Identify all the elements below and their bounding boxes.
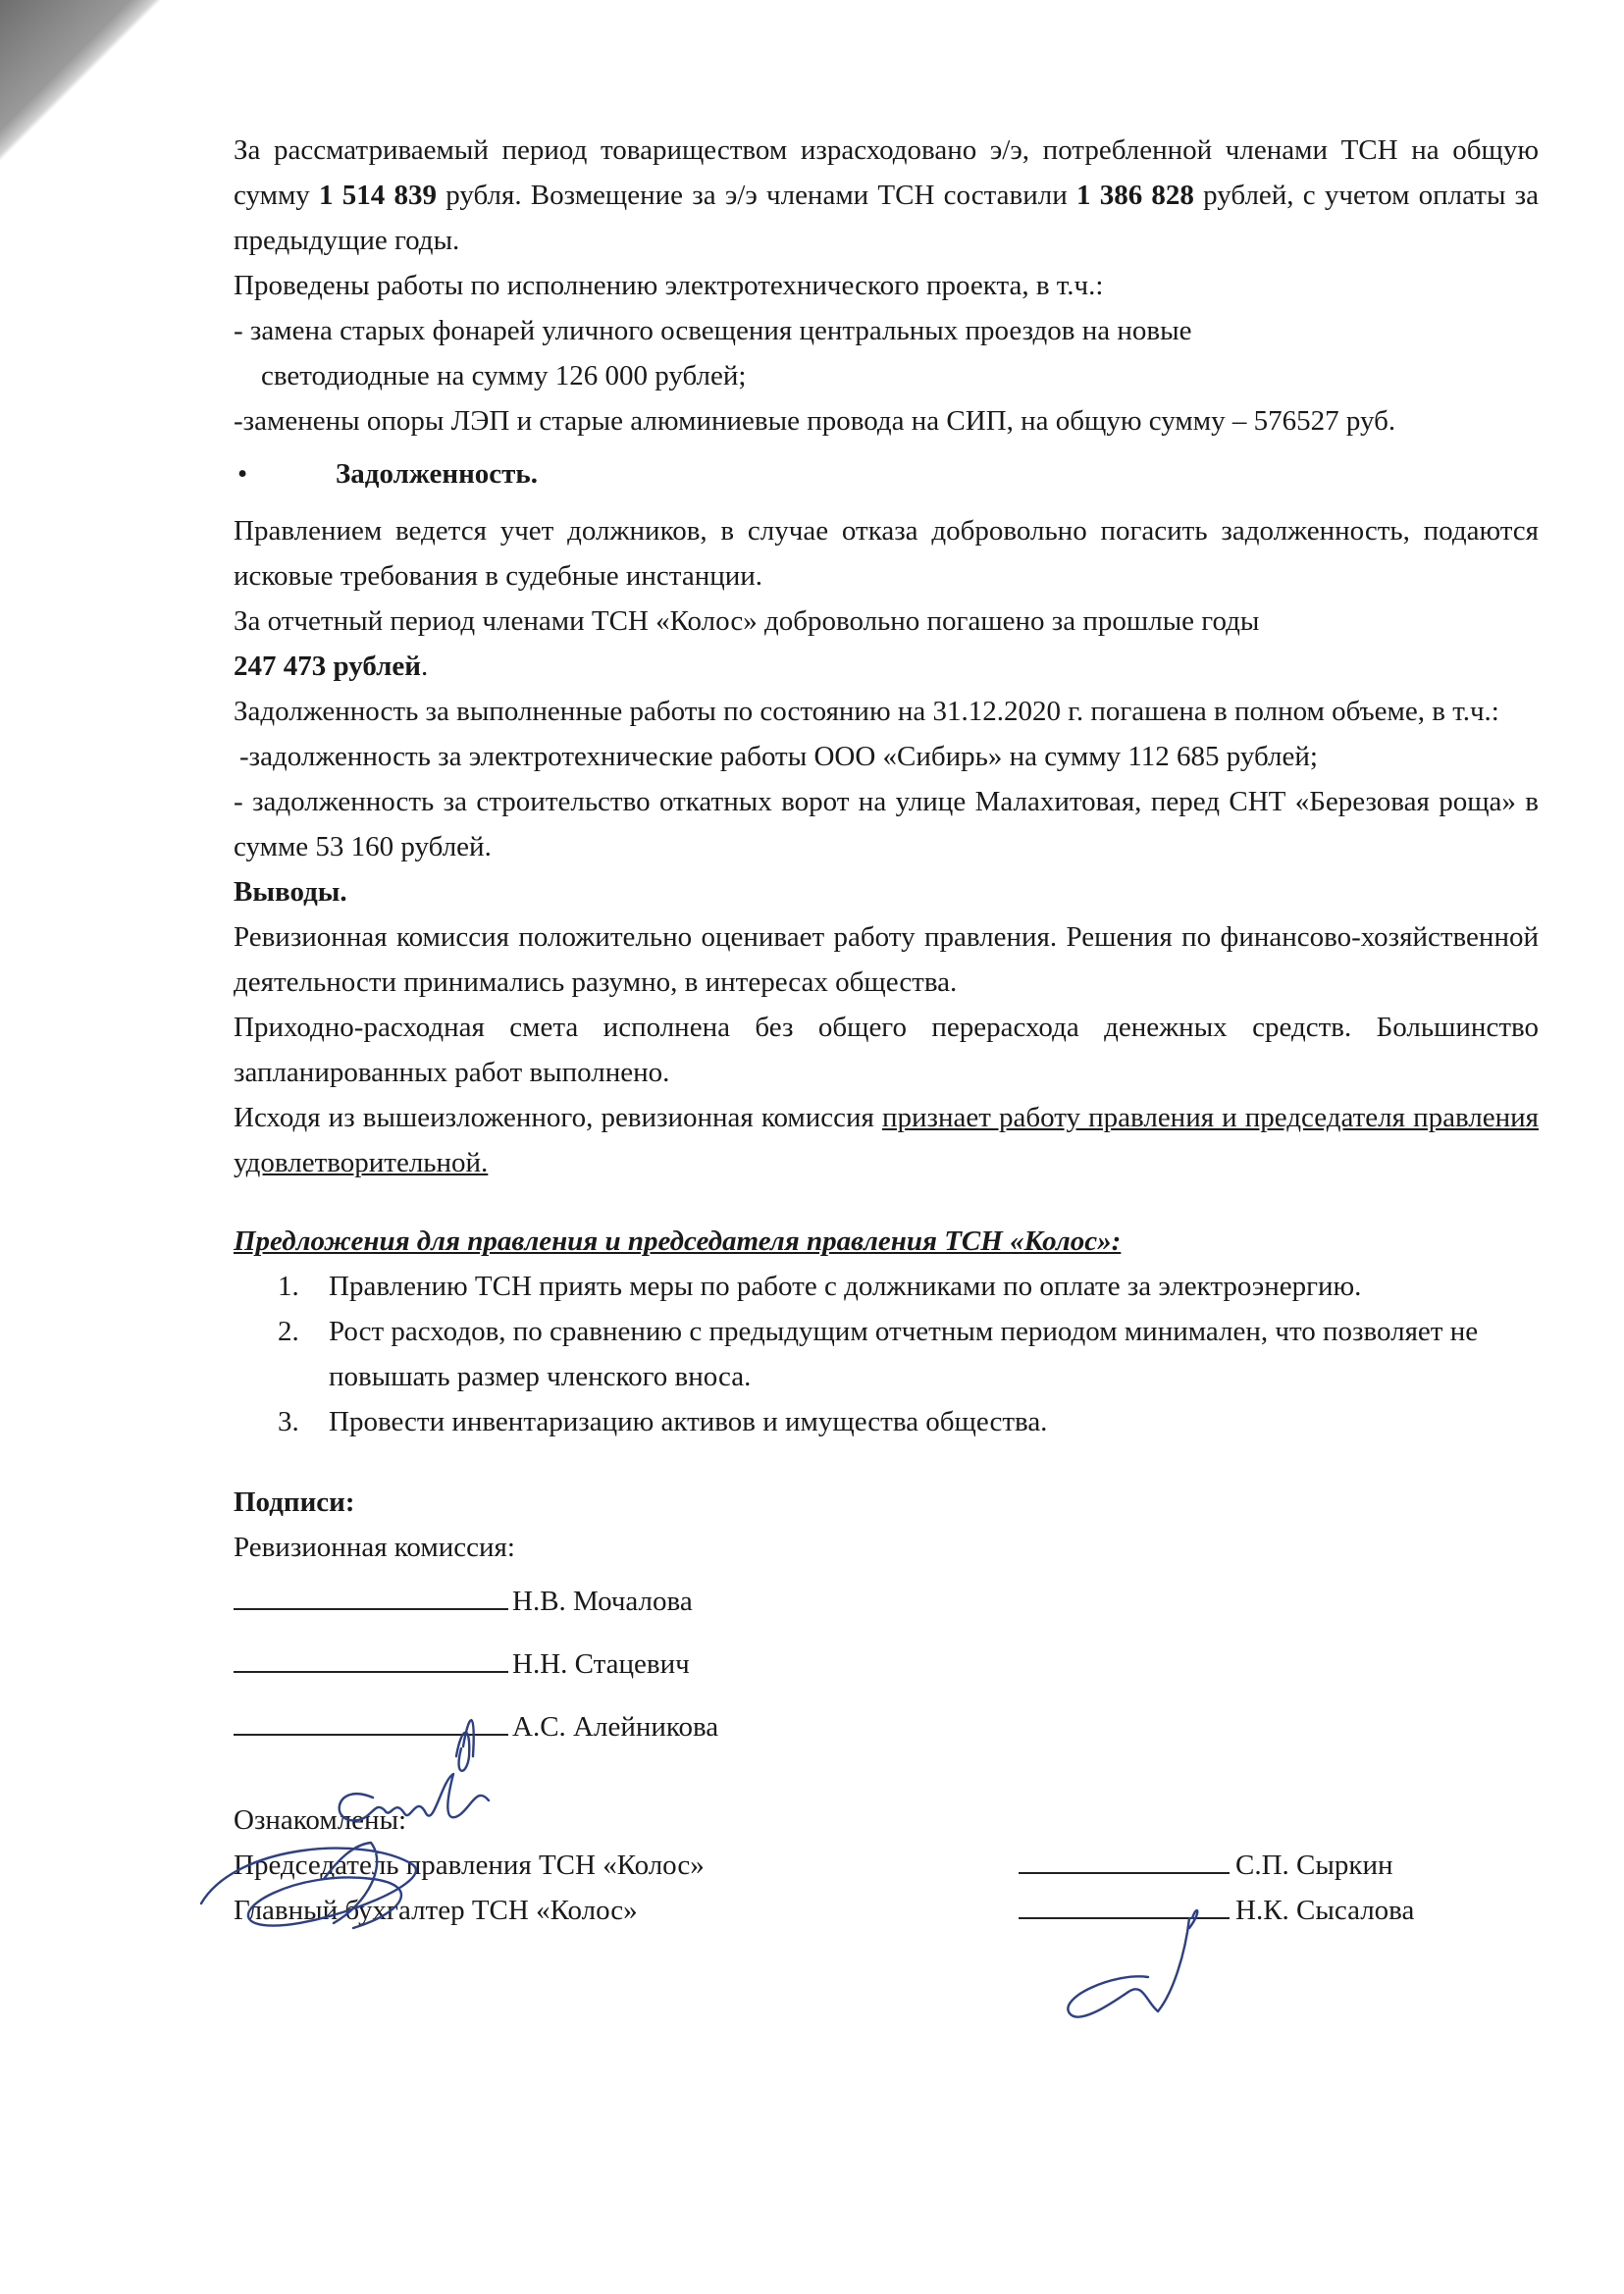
list-item	[234, 1399, 1539, 1444]
acquainted-role: Председатель правления ТСН «Колос»	[234, 1850, 705, 1881]
amount-repaid: 247 473 рублей	[234, 651, 421, 682]
document-body	[234, 128, 1539, 1933]
acquainted-name: Н.К. Сысалова	[1235, 1895, 1415, 1926]
paragraph-electricity	[234, 128, 1539, 263]
paragraph-debt-gates: - задолженность за строительство откатных ворот на улице Малахитовая, перед СНТ «Березовая роща» в сумме 53 160 рублей.	[234, 786, 1539, 862]
paragraph-repaid: За отчетный период членами ТСН «Колос» добровольно погашено за прошлые годы	[234, 605, 1260, 637]
signer-name: Н.В. Мочалова	[512, 1586, 693, 1617]
signature-line-3	[234, 1695, 1539, 1758]
signature-blank	[1019, 1843, 1230, 1874]
paragraph-poles: -заменены опоры ЛЭП и старые алюминиевые провода на СИП, на общую сумму – 576527 руб.	[234, 405, 1396, 437]
text: За рассматриваемый период товариществом израсходовано э/э, потребленной членами ТСН на общую сумму	[234, 134, 1539, 211]
commission-label: Ревизионная комиссия:	[234, 1532, 515, 1563]
conclusions-heading	[234, 869, 1539, 914]
paragraph-works: Проведены работы по исполнению электротехнического проекта, в т.ч.:	[234, 270, 1104, 301]
list-number: 1.	[278, 1271, 299, 1302]
paragraph-lamps-line2: светодиодные на сумму 126 000 рублей;	[261, 360, 747, 391]
signature-line-1	[234, 1570, 1539, 1633]
signature-line-2	[234, 1633, 1539, 1695]
paragraph-debtors: Правлением ведется учет должников, в случае отказа добровольно погасить задолженность, подаются исковые требования в судебные инстанции.	[234, 515, 1539, 592]
proposals-list	[234, 1264, 1539, 1444]
acquainted-role: Главный бухгалтер ТСН «Колос»	[234, 1895, 638, 1926]
signer-name: А.С. Алейникова	[512, 1711, 719, 1743]
paragraph-debt-siberia: -задолженность за электротехнические работы ООО «Сибирь» на сумму 112 685 рублей;	[239, 741, 1318, 772]
verdict-underlined: признает работу правления и председателя правления удовлетворительной.	[234, 1102, 1540, 1178]
list-text: Правлению ТСН приять меры по работе с должниками по оплате за электроэнергию.	[329, 1271, 1362, 1302]
text: Исходя из вышеизложенного, ревизионная комиссия	[234, 1102, 882, 1133]
signature-blank	[234, 1704, 508, 1736]
list-text: Провести инвентаризацию активов и имущества общества.	[329, 1406, 1048, 1437]
acquainted-signature	[1019, 1888, 1414, 1933]
amount-reimbursed: 1 386 828	[1075, 180, 1194, 211]
acquainted-name: С.П. Сыркин	[1235, 1850, 1393, 1881]
paragraph-lamps-line1: - замена старых фонарей уличного освещения центральных проездов на новые	[234, 315, 1192, 346]
paragraph-repaid-amount	[234, 644, 1539, 689]
text: .	[421, 651, 429, 682]
paragraph-debt-status: Задолженность за выполненные работы по состоянию на 31.12.2020 г. погашена в полном объеме, в т.ч.:	[234, 696, 1499, 727]
acquainted-signature	[1019, 1843, 1393, 1888]
page-corner-fold	[0, 0, 172, 172]
signatures-heading-text: Подписи:	[234, 1486, 355, 1518]
conclusions-heading-text: Выводы.	[234, 876, 347, 908]
list-item	[234, 1309, 1539, 1399]
signatures-block	[234, 1480, 1539, 1933]
signature-blank	[1019, 1888, 1230, 1919]
signatures-heading	[234, 1480, 1539, 1525]
text: рубля. Возмещение за э/э членами ТСН составили	[437, 180, 1076, 211]
debt-heading: Задолженность.	[336, 458, 539, 490]
debt-section-heading	[234, 451, 1539, 496]
paragraph-budget: Приходно-расходная смета исполнена без общего перерасхода денежных средств. Большинство запланированных работ выполнено.	[234, 1012, 1539, 1088]
acquainted-row-2	[234, 1888, 1539, 1933]
signature-blank	[234, 1642, 508, 1673]
amount-spent: 1 514 839	[319, 180, 438, 211]
list-item	[234, 1264, 1539, 1309]
text: рублей, с учетом оплаты за предыдущие годы.	[234, 180, 1539, 256]
paragraph-assessment: Ревизионная комиссия положительно оценивает работу правления. Решения по финансово-хозяйственной деятельности принимались разумно, в интересах общества.	[234, 921, 1539, 998]
signer-name: Н.Н. Стацевич	[512, 1648, 690, 1680]
bullet-marker: •	[237, 458, 248, 490]
acquainted-row-1	[234, 1843, 1539, 1888]
list-number: 3.	[278, 1406, 299, 1437]
paragraph-verdict	[234, 1095, 1539, 1185]
acquainted-label: Ознакомлены:	[234, 1804, 407, 1836]
list-text: Рост расходов, по сравнению с предыдущим отчетным периодом минимален, что позволяет не повышать размер членского вноса.	[329, 1316, 1479, 1392]
signature-blank	[234, 1579, 508, 1610]
list-number: 2.	[278, 1316, 299, 1347]
proposals-heading: Предложения для правления и председателя правления ТСН «Колос»:	[234, 1225, 1122, 1257]
